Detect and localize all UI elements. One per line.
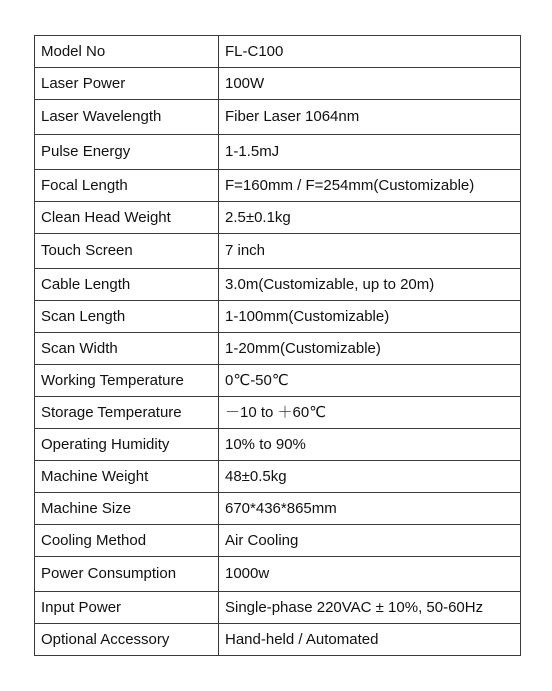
spec-value: Single-phase 220VAC ± 10%, 50-60Hz [219, 592, 521, 624]
table-row [35, 624, 521, 656]
spec-value: Air Cooling [219, 525, 521, 557]
spec-label: Storage Temperature [35, 397, 219, 429]
table-row [35, 135, 521, 170]
spec-value: 0℃-50℃ [219, 365, 521, 397]
spec-label: Pulse Energy [35, 135, 219, 170]
spec-label: Scan Length [35, 301, 219, 333]
specification-table-body [35, 36, 521, 656]
spec-label: Input Power [35, 592, 219, 624]
spec-label: Optional Accessory [35, 624, 219, 656]
specification-table [34, 35, 521, 656]
table-row [35, 36, 521, 68]
spec-value: Hand-held / Automated [219, 624, 521, 656]
spec-value: －10 to ＋60℃ [219, 397, 521, 429]
table-row [35, 429, 521, 461]
spec-label: Machine Size [35, 493, 219, 525]
table-row [35, 557, 521, 592]
table-row [35, 333, 521, 365]
spec-value: 1-100mm(Customizable) [219, 301, 521, 333]
spec-label: Touch Screen [35, 234, 219, 269]
table-row [35, 234, 521, 269]
spec-label: Focal Length [35, 170, 219, 202]
spec-value: 670*436*865mm [219, 493, 521, 525]
spec-value: 100W [219, 68, 521, 100]
table-row [35, 269, 521, 301]
table-row [35, 68, 521, 100]
table-row [35, 170, 521, 202]
spec-label: Scan Width [35, 333, 219, 365]
table-row [35, 301, 521, 333]
spec-value: 3.0m(Customizable, up to 20m) [219, 269, 521, 301]
table-row [35, 493, 521, 525]
spec-label: Working Temperature [35, 365, 219, 397]
spec-value: FL-C100 [219, 36, 521, 68]
spec-label: Operating Humidity [35, 429, 219, 461]
spec-label: Cooling Method [35, 525, 219, 557]
spec-label: Laser Wavelength [35, 100, 219, 135]
spec-value: 1-1.5mJ [219, 135, 521, 170]
spec-value: 10% to 90% [219, 429, 521, 461]
table-row [35, 100, 521, 135]
table-row [35, 397, 521, 429]
spec-label: Power Consumption [35, 557, 219, 592]
spec-value: 2.5±0.1kg [219, 202, 521, 234]
table-row [35, 592, 521, 624]
spec-value: 7 inch [219, 234, 521, 269]
table-row [35, 525, 521, 557]
spec-label: Laser Power [35, 68, 219, 100]
spec-value: 1-20mm(Customizable) [219, 333, 521, 365]
spec-label: Machine Weight [35, 461, 219, 493]
table-row [35, 202, 521, 234]
table-row [35, 461, 521, 493]
table-row [35, 365, 521, 397]
spec-label: Cable Length [35, 269, 219, 301]
spec-value: 48±0.5kg [219, 461, 521, 493]
spec-label: Model No [35, 36, 219, 68]
spec-value: F=160mm / F=254mm(Customizable) [219, 170, 521, 202]
spec-label: Clean Head Weight [35, 202, 219, 234]
spec-value: Fiber Laser 1064nm [219, 100, 521, 135]
spec-value: 1000w [219, 557, 521, 592]
